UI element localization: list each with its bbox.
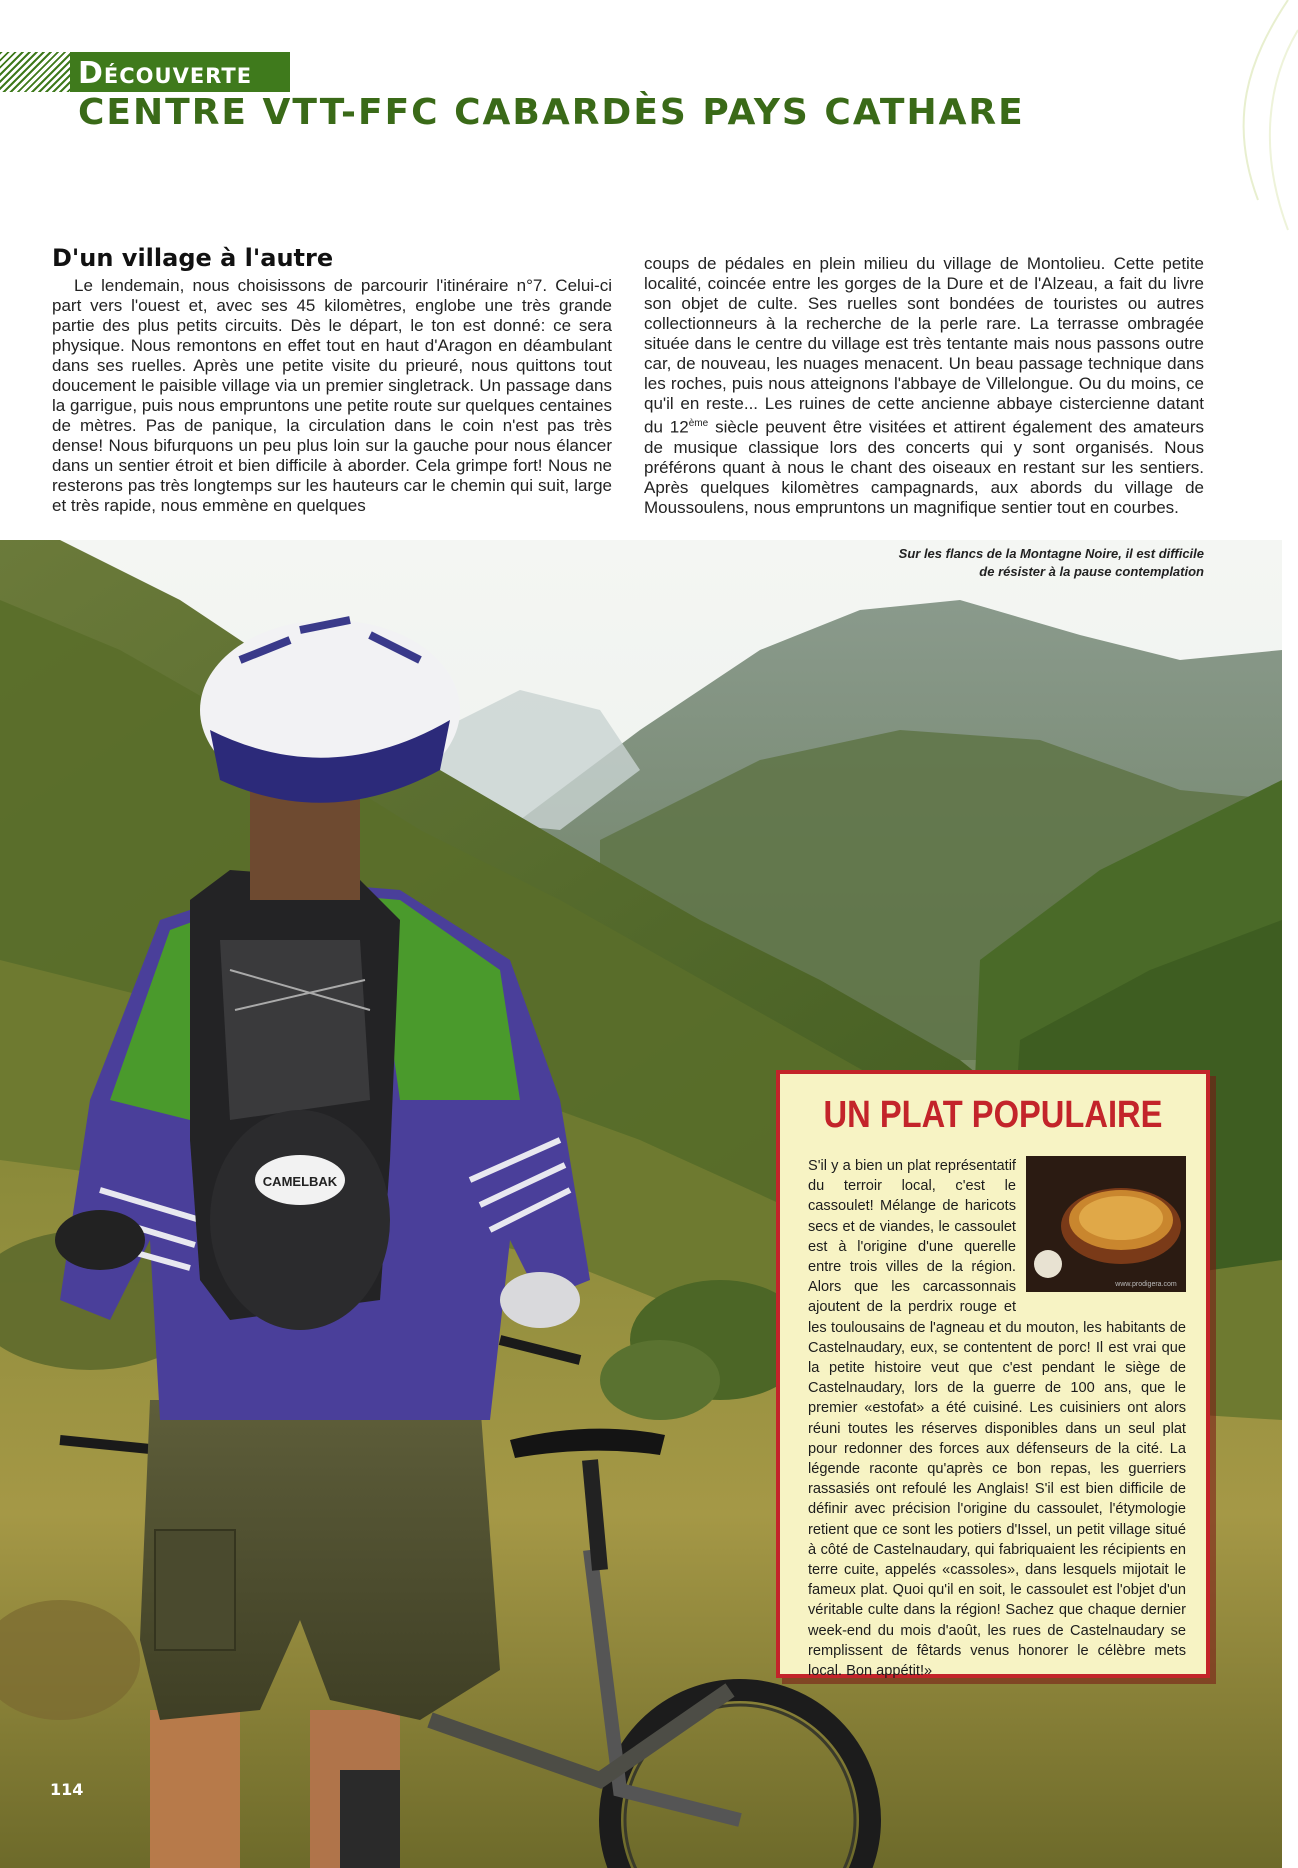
sidebar-body [808,1156,1186,1681]
article-text-right-b: siècle peuvent être visitées et attirent également des amateurs de musique classique lors des concerts qui y sont organisés. Nous préférons quant à nous le chant des oiseaux en restant sur les sentiers. Après quelques kilomètres campagnards, aux abords du village de Moussoulens, nous empruntons un magnifique sentier tout en courbes. [644,417,1204,517]
article-column-left [52,244,612,516]
cassoulet-photo [1026,1156,1186,1292]
sidebar-box-cassoulet [776,1070,1210,1678]
photo-caption [804,545,1204,581]
article-heading: D'un village à l'autre [52,244,334,272]
section-kicker: Découverte [78,56,253,91]
ordinal-suffix: ème [688,418,709,429]
article-paragraph-right [644,254,1204,518]
decorative-swirl [1188,0,1298,240]
header-hatch-decoration [0,52,78,92]
cassoulet-illustration [1026,1156,1186,1292]
article-text-right-a: coups de pédales en plein milieu du village de Montolieu. Cette petite localité, coincée entre les gorges de la Dure et de l'Alzeau, a fait du livre son objet de culte. Ses ruelles sont bondées de touristes ou autres collectionneurs à la recherche de la perle rare. La terrasse ombragée située dans le centre du village est très tentante mais nous passons outre car, de nouveau, les nuages menacent. Un beau passage technique dans les roches, puis nous atteignons l'abbaye de Villelongue. Ou du moins, ce qu'il en reste... Les ruines de cette ancienne abbaye cistercienne datant du 12 [644,254,1204,437]
sidebar-title: UN PLAT POPULAIRE [823,1094,1163,1136]
page-title: CENTRE VTT-FFC CABARDÈS PAYS CATHARE [78,92,1025,133]
article-paragraph-left: Le lendemain, nous choisissons de parcourir l'itinéraire n°7. Celui-ci part vers l'ouest et, avec ses 45 kilomètres, englobe une très grande partie des plus petits circuits. Dès le départ, le ton est donné: ce sera physique. Nous remontons en effet tout en haut d'Aragon en déambulant dans ses ruelles. Après une petite visite du prieuré, nous quittons tout doucement le paisible village via un premier singletrack. Un passage dans la garrigue, puis nous empruntons une petite route sur quelques centaines de mètres. Pas de panique, la circulation dans le coin n'est pas très dense! Nous bifurquons un peu plus loin sur la gauche pour nous élancer dans un sentier étroit et bien difficile à aborder. Cela grimpe fort! Nous ne resterons pas très longtemps sur les hauteurs car le chemin qui suit, large et très rapide, nous emmène en quelques [52,276,612,515]
page-number: 114 [50,1780,84,1799]
sidebar-text: S'il y a bien un plat représentatif du terroir local, c'est le cassoulet! Mélange de haricots secs et de viandes, le cassoulet est à l'origine d'une querelle entre trois villes de la région. Alors que les carcassonnais ajoutent de la perdrix rouge et les toulousains de l'agneau et du mouton, les habitants de Castelnaudary, eux, se contentent de porc! Il est vrai que la petite histoire veut que c'est pendant le siège de Castelnaudary, lors de la guerre de 100 ans, que le premier «estofat» a été cuisiné. Les cuisiniers ont alors réuni toutes les réserves disponibles dans un seul plat pour redonner des forces aux défenseurs de la cité. La légende raconte qu'après ce bon repas, les guerriers rassasiés ont refoulé les Anglais! S'il est bien difficile de définir avec précision l'origine du cassoulet, l'étymologie retient que ce sont les potiers d'Issel, un petit village situé à côté de Castelnaudary, qui fabriquaient les récipients en terre cuite, appelés «cassoles», dans lesquels mijotait le fameux plat. Quoi qu'il en soit, le cassoulet est l'objet d'un véritable culte dans la région! Sachez que chaque dernier week-end du mois d'août, les rues de Castelnaudary se remplissent de fêtards venus honorer le célèbre mets local. Bon appétit!» [808,1158,1186,1680]
article-column-right [644,254,1204,518]
backpack-logo: CAMELBAK [262,1174,338,1189]
image-credit: www.prodigera.com [1115,1281,1177,1288]
photo-caption-line-1: Sur les flancs de la Montagne Noire, il est difficile [898,546,1204,561]
backpack [190,870,400,1330]
photo-caption-line-2: de résister à la pause contemplation [979,564,1204,579]
